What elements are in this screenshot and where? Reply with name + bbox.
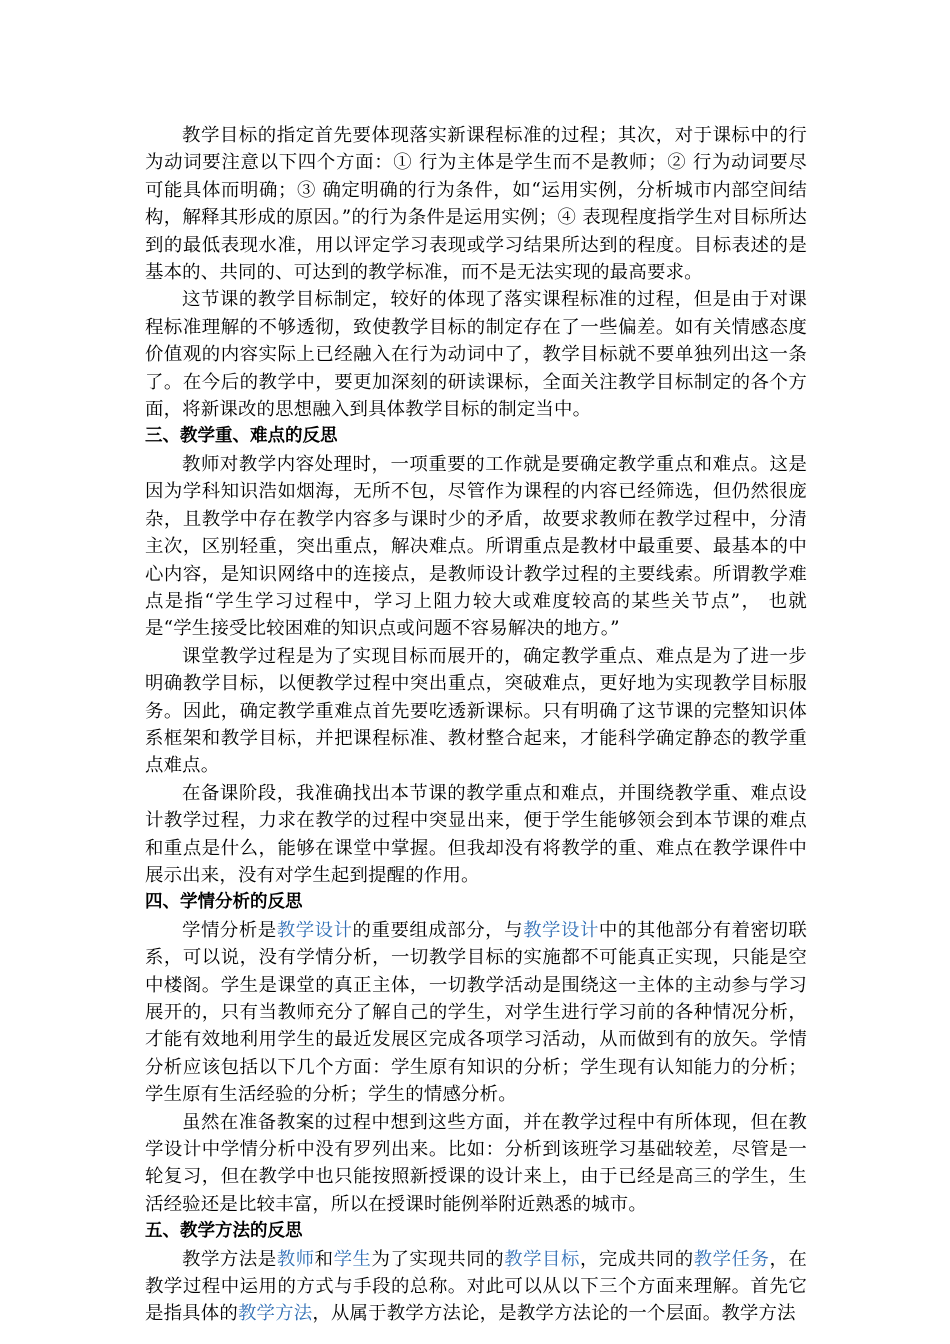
text-run: 教学目标的指定首先要体现落实新课程标准的过程；其次，对于课标中的行为动词要注意以下四个方面：① 行为主体是学生而不是教师；② 行为动词要尽可能具体而明确；③ 确定明确的行为条件，如“运用实例，分析城市内部空间结构，解释其形成的原因。”的行为条件是运用实例；④ 表现程度指学生对目标所达到的最低表现水准，用以评定学习表现或学习结果所达到的程度。目标表述的是基本的、共同的、可达到的教学标准，而不是无法实现的最高要求。 (145, 125, 807, 284)
inline-link[interactable]: 教学设计 (276, 919, 353, 941)
inline-link[interactable]: 教学设计 (523, 919, 599, 941)
text-run: 学情分析是 (182, 919, 277, 941)
body-paragraph (145, 643, 807, 780)
text-run: 在备课阶段，我准确找出本节课的教学重点和难点，并围绕教学重、难点设计教学过程，力求在教学的过程中突显出来，便于学生能够领会到本节课的难点和重点是什么，能够在课堂中掌握。但我却没有将教学的重、难点在教学课件中展示出来，没有对学生起到提醒的作用。 (145, 782, 807, 886)
body-paragraph (145, 1246, 807, 1328)
body-paragraph (145, 1109, 807, 1219)
section-heading: 五、教学方法的反思 (145, 1221, 303, 1242)
inline-link[interactable]: 教学任务 (693, 1248, 770, 1270)
body-paragraph (145, 917, 807, 1109)
body-paragraph (145, 122, 807, 286)
text-run: 教学方法是 (182, 1248, 277, 1270)
text-run: 和 (314, 1248, 334, 1270)
text-run: 中的其他部分有着密切联系，可以说，没有学情分析，一切教学目标的实施都不可能真正实现，只能是空中楼阁。学生是课堂的真正主体，一切教学活动是围绕这一主体的主动参与学习展开的，只有当教师充分了解自己的学生，对学生进行学习前的各种情况分析，才能有效地利用学生的最近发展区完成各项学习活动，从而做到有的放矢。学情分析应该包括以下几个方面：学生原有知识的分析；学生现有认知能力的分析； 学生原有生活经验的分析；学生的情感分析。 (145, 919, 807, 1106)
inline-link[interactable]: 教学目标 (504, 1248, 580, 1270)
section-heading: 三、教学重、难点的反思 (145, 426, 338, 447)
body-paragraph (145, 780, 807, 890)
text-run: 这节课的教学目标制定，较好的体现了落实课程标准的过程，但是由于对课程标准理解的不够透彻，致使教学目标的制定存在了一些偏差。如有关情感态度价值观的内容实际上已经融入在行为动词中了，教学目标就不要单独列出这一条了。在今后的教学中，要更加深刻的研读课标，全面关注教学目标制定的各个方面，将新课改的思想融入到具体教学目标的制定当中。 (145, 289, 807, 421)
text-run: 为了实现共同的 (371, 1248, 505, 1270)
body-paragraph (145, 286, 807, 423)
inline-link[interactable]: 教学方法 (237, 1303, 313, 1325)
text-run: 的重要组成部分，与 (352, 919, 524, 941)
section-heading: 四、学情分析的反思 (145, 892, 303, 913)
text-run: ，从属于教学方法论，是教学方法论的一个层面。教学方法 (312, 1303, 796, 1325)
body-paragraph (145, 451, 807, 643)
inline-link[interactable]: 教师 (276, 1248, 315, 1270)
text-run: 教师对教学内容处理时，一项重要的工作就是要确定教学重点和难点。这是因为学科知识浩如烟海，无所不包，尽管作为课程的内容已经筛选，但仍然很庞杂，且教学中存在教学内容多与课时少的矛盾，故要求教师在教学过程中，分清主次，区别轻重，突出重点，解决难点。所谓重点是教材中最重要、最基本的中心内容，是知识网络中的连接点，是教师设计教学过程的主要线索。所谓教学难点是指“学生学习过程中，学习上阻力较大或难度较高的某些关节点”， 也就是“学生接受比较困难的知识点或问题不容易解决的地方。” (145, 453, 807, 640)
inline-link[interactable]: 学生 (333, 1248, 372, 1270)
text-run: 虽然在准备教案的过程中想到这些方面，并在教学过程中有所体现，但在教学设计中学情分析中没有罗列出来。比如：分析到该班学习基础较差，尽管是一轮复习，但在教学中也只能按照新授课的设计来上，由于已经是高三的学生，生活经验还是比较丰富，所以在授课时能例举附近熟悉的城市。 (145, 1111, 807, 1215)
text-run: ，在教学过程中运用的方式与手段的总称。对此可以从以下三个方面来理解。首先它是指具体的 (145, 1248, 807, 1325)
text-run: 课堂教学过程是为了实现目标而展开的，确定教学重点、难点是为了进一步明确教学目标，以便教学过程中突出重点，突破难点，更好地为实现教学目标服务。因此，确定教学重难点首先要吃透新课标。只有明确了这节课的完整知识体系框架和教学目标，并把课程标准、教材整合起来，才能科学确定静态的教学重点难点。 (145, 645, 807, 777)
document-page (145, 122, 807, 1328)
text-run: ，完成共同的 (579, 1248, 694, 1270)
